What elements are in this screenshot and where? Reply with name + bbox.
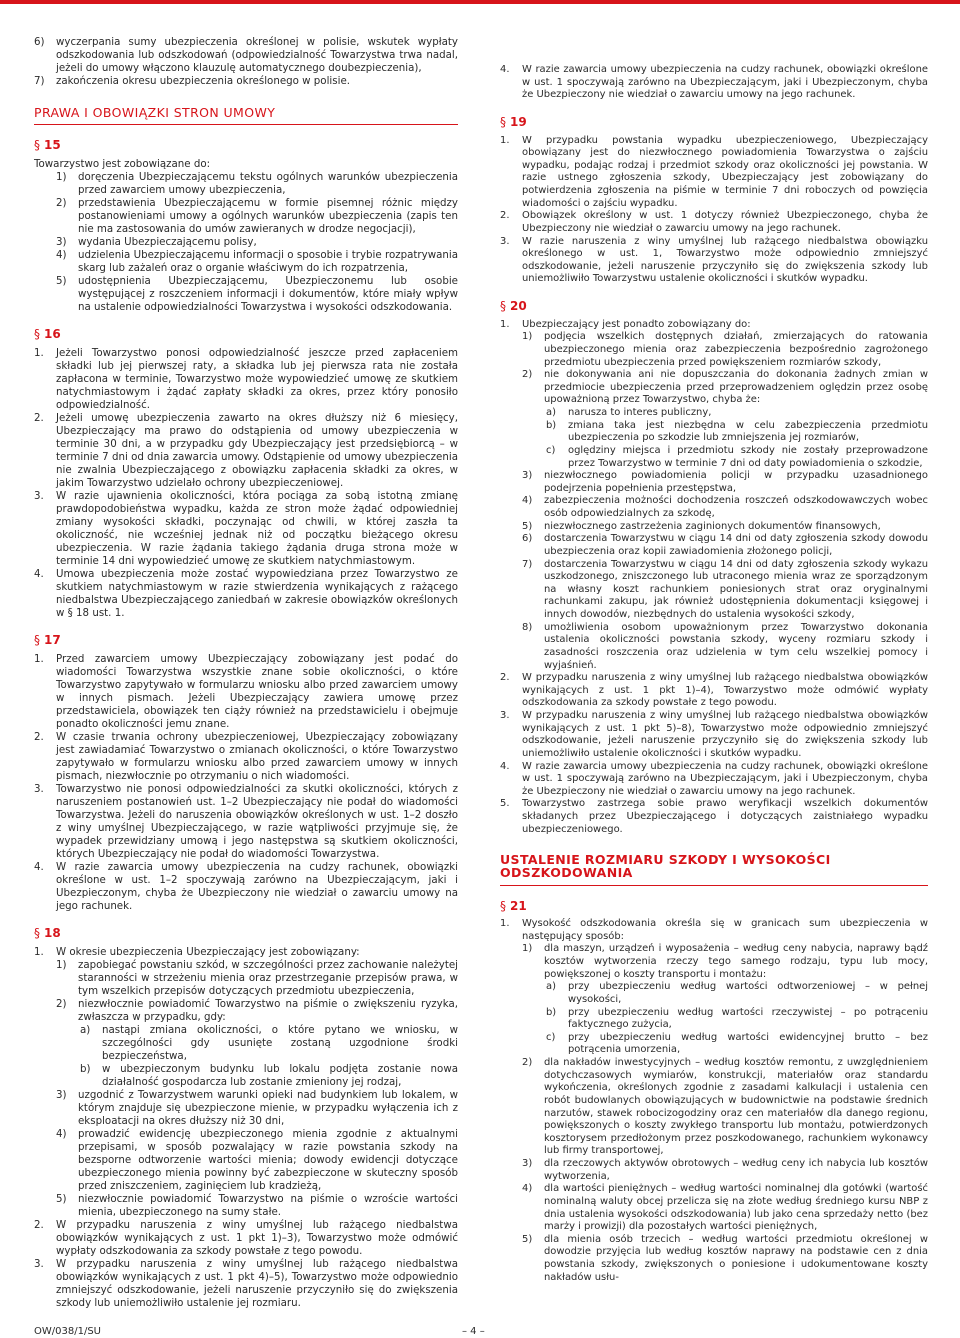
item-number: 3) xyxy=(56,1089,67,1101)
item-text: udostępnienia Ubezpieczającemu, Ubezpieczonemu lub osobie występującej z roszczeniem informacji i dokumentów, które miały wpływ na ustalenie odpowiedzialności Towarzystwa i wysokości odszkodowania. xyxy=(78,275,458,313)
page-number: – 4 – xyxy=(462,1326,485,1337)
item-number: 3. xyxy=(500,235,510,247)
item-number: 4) xyxy=(56,1128,67,1140)
list-item xyxy=(34,1024,458,1063)
item-number: 1. xyxy=(500,918,510,930)
item-number: 2) xyxy=(522,369,533,381)
item-number: 1) xyxy=(522,943,533,955)
list-item xyxy=(500,470,928,495)
item-text: W razie naruszenia z winy umyślnej lub rażącego niedbalstwa obowiązku określonego w ust. 1, Towarzystwo może odpowiednio zmniejszyć odszkodowanie, jeżeli naruszenie przyczyniło się do zwiększenia szkody lub uniemożliwiło Towarzystwu ustalenie okoliczności i skutków wypadku. xyxy=(522,235,928,285)
item-number: 2. xyxy=(34,1219,44,1231)
item-text: Przed zawarciem umowy Ubezpieczający zobowiązany jest podać do wiadomości Towarzystwa wszystkie znane sobie okoliczności, o które Towarzystwo zapytywało w formularzu wniosku albo przed zawarciem umowy w innych pismach. Jeżeli Ubezpieczający zawiera umowę przez przedstawiciela, obowiązek ten ciąży również na przedstawicielu i obejmuje ponadto okoliczności jemu znane. xyxy=(56,653,458,730)
item-text: W przypadku powstania wypadku ubezpieczeniowego, Ubezpieczający obowiązany jest do niezwłocznego powiadomienia Towarzystwa o zajściu wypadku, podając rodzaj i przedmiot szkody oraz okoliczności jej powstania. W razie ustnego zgłoszenia szkody, Ubezpieczający jest zobowiązany do potwierdzenia zgłoszenia na piśmie w terminie 7 dni roboczych od powzięcia wiadomości o zajściu wypadku. xyxy=(522,134,928,209)
paragraph-symbol: § xyxy=(34,138,40,152)
item-number: 5) xyxy=(522,520,533,532)
item-number: 2. xyxy=(34,731,44,743)
list-item xyxy=(34,1193,458,1219)
list-item xyxy=(34,1063,458,1089)
paragraph-number xyxy=(500,900,928,913)
item-text: nie dokonywania ani nie dopuszczania do dokonania żadnych zmian w przedmiocie ubezpieczenia przed przeprowadzeniem oględzin przez osobę upoważnioną przez Towarzystwo, chyba że: xyxy=(544,369,928,406)
list-item xyxy=(500,369,928,407)
list-item xyxy=(34,946,458,959)
list-item xyxy=(34,347,458,412)
list-item xyxy=(34,653,458,731)
list-item xyxy=(500,622,928,673)
item-text: zakończenia okresu ubezpieczenia określonego w polisie. xyxy=(56,75,351,87)
section-title-ustalenie-rozmiaru: USTALENIE ROZMIARU SZKODY I WYSOKOŚCI ODSZKODOWANIA xyxy=(500,854,928,885)
paragraph-symbol: § xyxy=(34,327,40,341)
list-item xyxy=(34,197,458,236)
list-item xyxy=(500,559,928,622)
list-item xyxy=(500,981,928,1006)
list-item xyxy=(500,761,928,799)
item-text: Umowa ubezpieczenia może zostać wypowiedziana przez Towarzystwo ze skutkiem natychmiastowym w razie stwierdzenia wynikających z rażącego niedbalstwa Ubezpieczającego zaniedbań w zakresie obowiązków określonych w § 18 ust. 1. xyxy=(56,568,458,619)
item-number: 2. xyxy=(34,412,44,424)
left-column xyxy=(34,36,458,1310)
item-text: W okresie ubezpieczenia Ubezpieczający jest zobowiązany: xyxy=(56,946,360,958)
item-number: c) xyxy=(546,444,556,456)
item-number: a) xyxy=(546,981,556,993)
list-item xyxy=(34,959,458,998)
item-text: Jeżeli Towarzystwo ponosi odpowiedzialność jeszcze przed zapłaceniem składki lub jej pierwszej raty, a składka lub jej pierwsza rata nie została zapłacona w terminie, Towarzystwo może wypowiedzieć umowę ze skutkiem natychmiastowym i żądać zapłaty składki za okres, przez który ponosiło odpowiedzialność. xyxy=(56,347,458,411)
paragraph-label: 16 xyxy=(44,327,61,341)
item-number: 3. xyxy=(34,490,44,502)
item-number: 2) xyxy=(522,1057,533,1068)
list-item xyxy=(34,75,458,88)
paragraph-symbol: § xyxy=(500,114,506,129)
list-item xyxy=(500,319,928,332)
list-item xyxy=(34,861,458,913)
item-text: Wysokość odszkodowania określa się w granicach sum ubezpieczenia w następujący sposób: xyxy=(522,918,928,942)
item-number: 3. xyxy=(500,710,510,721)
list-item xyxy=(34,412,458,490)
list-item xyxy=(500,445,928,470)
paragraph-number xyxy=(34,328,458,341)
item-text: W przypadku naruszenia z winy umyślnej lub rażącego niedbalstwa obowiązków wynikających z ust. 1 pkt 5)–8), Towarzystwo może odpowiednio zmniejszyć odszkodowanie, jeżeli naruszenie przyczyniło się do zwiększenia szkody lub uniemożliwiło ustalenie okoliczności i skutków wypadku. xyxy=(522,710,928,759)
paragraph-lead: Towarzystwo jest zobowiązane do: xyxy=(34,158,211,170)
list-item xyxy=(34,998,458,1024)
list-item xyxy=(500,407,928,420)
item-number: 1) xyxy=(522,331,533,343)
item-text: uzgodnić z Towarzystwem warunki opieki nad budynkiem lub lokalem, w którym znajduje się ubezpieczone mienie, w przypadku wyłączenia ich z eksploatacji na okres dłuższy niż 30 dni, xyxy=(78,1089,458,1127)
list-item xyxy=(500,1183,928,1234)
item-text: Towarzystwo zastrzega sobie prawo weryfikacji wszelkich dokumentów składanych przez Ubezpieczającego i dotyczących zaistniałego wypadku ubezpieczeniowego. xyxy=(522,798,928,835)
item-number: 4. xyxy=(500,760,510,772)
right-column xyxy=(500,64,928,1284)
list-item xyxy=(34,171,458,197)
item-number: 4. xyxy=(34,568,44,580)
list-item xyxy=(500,135,928,211)
item-number: 4. xyxy=(34,861,44,873)
list-item xyxy=(34,1258,458,1310)
item-number: 6) xyxy=(34,36,45,48)
item-number: b) xyxy=(546,1006,557,1018)
list-item xyxy=(500,210,928,235)
item-number: 7) xyxy=(34,75,45,87)
item-number: 2. xyxy=(500,210,510,222)
paragraph-label: 17 xyxy=(44,633,61,647)
paragraph-symbol: § xyxy=(500,299,506,313)
item-number: 1. xyxy=(500,134,510,146)
paragraph-number xyxy=(500,300,928,313)
paragraph-symbol: § xyxy=(34,926,40,940)
item-number: 4) xyxy=(522,1183,533,1195)
item-text: narusza to interes publiczny, xyxy=(568,407,712,418)
item-text: dla maszyn, urządzeń i wyposażenia – według ceny nabycia, naprawy bądź kosztów wytworzenia rzeczy tego samego rodzaju, typu lub mocy, powiększonej o koszty transportu i montażu: xyxy=(544,943,928,980)
item-number: 5) xyxy=(56,1193,67,1205)
item-text: W razie zawarcia umowy ubezpieczenia na cudzy rachunek, obowiązki określone w ust. 1–2 spoczywają zarówno na Ubezpieczającym, jaki i Ubezpieczonym, chyba że Ubezpieczony nie wiedział o zawarciu umowy na jego rachunek. xyxy=(56,861,458,912)
item-number: a) xyxy=(546,407,556,418)
item-text: niezwłocznie powiadomić Towarzystwo na piśmie o zwiększeniu ryzyka, zwłaszcza w przypadku, gdy: xyxy=(78,998,458,1023)
item-number: 1. xyxy=(34,946,44,958)
list-item xyxy=(34,1219,458,1258)
paragraph-number xyxy=(34,927,458,940)
item-text: Jeżeli umowę ubezpieczenia zawarto na okres dłuższy niż 6 miesięcy, Ubezpieczający ma prawo do odstąpienia od umowy ubezpieczenia w terminie 30 dni, a w przypadku gdy Ubezpieczający jest przedsiębiorcą – w terminie 7 dni od dnia zawarcia umowy. Odstąpienie od umowy ubezpieczenia nie zwalnia Ubezpieczającego z obowiązku zapłacenia składki za okres, w jakim Towarzystwo udzielało ochrony ubezpieczeniowej. xyxy=(56,412,458,489)
item-text: prowadzić ewidencję ubezpieczonego mienia zgodnie z aktualnymi przepisami, w sposób pozwalający w razie powstania szkody na bezsporne odtworzenie wartości mienia; dowody ewidencji dotyczące ubezpieczonego mienia powinny być zabezpieczone w skuteczny sposób przed zniszczeniem, zaginięciem lub kradzieżą, xyxy=(78,1128,458,1192)
item-text: zapobiegać powstaniu szkód, w szczególności przez zachowanie należytej staranności w strzeżeniu mienia oraz przestrzeganie przepisów prawa, w tym wszelkich przepisów dotyczących przedmiotu ubezpieczenia, xyxy=(78,959,458,997)
item-text: dla nakładów inwestycyjnych – według kosztów remontu, z uwzględnieniem dotychczasowych wymiarów, konstrukcji, materiałów oraz standardu wykończenia, określonych zgodnie z zasadami kalkulacji i ustalenia cen robót budowlanych obowiązujących w budownictwie na podstawie średnich narzutów, stawek robocizogodziny oraz cen materiałów dla danego regionu, powiększonych o koszty zwykłego transportu lub montażu, potwierdzonych kosztorysem przedłożonym przez poszkodowanego, rachunkiem wykonawcy lub firmy transportowej, xyxy=(544,1057,928,1157)
item-number: 1. xyxy=(500,318,510,330)
item-text: przy ubezpieczeniu według wartości ewidencyjnej brutto – bez potrącenia umorzenia, xyxy=(568,1031,928,1056)
list-item xyxy=(500,1234,928,1285)
list-item xyxy=(34,490,458,568)
item-number: c) xyxy=(546,1031,556,1043)
item-text: dla mienia osób trzecich – według wartości przedmiotu określonej w dowodzie przyjęcia lub według kosztów naprawy na podstawie cen z dnia powstania szkody, zwiększonych o poniesione i udokumentowane koszty nakładów usłu- xyxy=(544,1233,928,1283)
item-text: w ubezpieczonym budynku lub lokalu podjęta zostanie nowa działalność gospodarcza lub zostanie zmieniony jej rodzaj, xyxy=(102,1063,458,1088)
item-text: Ubezpieczający jest ponadto zobowiązany do: xyxy=(522,318,751,330)
item-text: Towarzystwo nie ponosi odpowiedzialności za skutki okoliczności, których z naruszeniem postanowień ust. 1–2 Ubezpieczający nie podał do wiadomości Towarzystwa. Jeżeli do naruszenia obowiązków określonych w ust. 1–2 doszło z winy umyślnej Ubezpieczającego, w razie wątpliwości przyjmuje się, że wypadek przewidziany umową i jego następstwa są skutkiem okoliczności, których Ubezpieczający nie podał do wiadomości Towarzystwa. xyxy=(56,783,458,860)
item-number: 3. xyxy=(34,1258,44,1270)
item-text: umożliwienia osobom upoważnionym przez Towarzystwo dokonania ustalenia okoliczności powstania szkody, wyceny rozmiaru szkody i zasadności roszczenia oraz udzielenia w tym celu wszelkiej pomocy i wyjaśnień. xyxy=(544,621,928,671)
item-text: W przypadku naruszenia z winy umyślnej lub rażącego niedbalstwa obowiązków wynikających z ust. 1 pkt 4)–5), Towarzystwo może odpowiednio zmniejszyć odszkodowanie, jeżeli naruszenie przyczyniło się do zwiększenia szkody lub uniemożliwiło ustalenie jej rozmiaru. xyxy=(56,1258,458,1309)
paragraph-symbol: § xyxy=(34,633,40,647)
item-number: 4) xyxy=(522,495,533,507)
item-text: dostarczenia Towarzystwu w ciągu 14 dni od daty zgłoszenia szkody wykazu uszkodzonego, zniszczonego lub utraconego mienia wraz ze sporządzonym na własny koszt rachunkiem poniesionych strat oraz oryginalnymi rachunkami zakupu, jak również udostępnienia dokumentacji księgowej i innych dowodów, niezbędnych do ustalenia wysokości szkody, xyxy=(544,558,928,620)
list-item xyxy=(500,521,928,534)
item-text: dla rzeczowych aktywów obrotowych – według ceny ich nabycia lub kosztów wytworzenia, xyxy=(544,1158,928,1182)
item-number: 3) xyxy=(522,1158,533,1169)
list-item xyxy=(34,783,458,861)
item-number: 8) xyxy=(522,621,533,633)
item-text: przy ubezpieczeniu według wartości odtworzeniowej – w pełnej wysokości, xyxy=(568,981,928,1005)
item-text: wydania Ubezpieczającemu polisy, xyxy=(78,236,257,248)
item-text: niezwłocznego powiadomienia policji w przypadku uzasadnionego podejrzenia popełnienia przestępstwa, xyxy=(544,470,928,494)
item-text: W razie ujawnienia okoliczności, która pociąga za sobą istotną zmianę prawdopodobieństwa wypadku, każda ze stron może żądać odpowiedniej zmiany wysokości składki, poczynając od chwili, w której zaszła ta okoliczność, nie wcześniej jednak niż od początku bieżącego okresu ubezpieczenia. W razie żądania takiego żądania druga strona może w terminie 14 dni wypowiedzieć umowę ze skutkiem natychmiastowym. xyxy=(56,490,458,567)
paragraph-label: 18 xyxy=(44,926,61,940)
list-item xyxy=(500,1007,928,1032)
list-item xyxy=(34,1089,458,1128)
paragraph-label: 19 xyxy=(510,114,527,129)
document-code: OW/038/1/SU xyxy=(34,1326,101,1337)
item-text: udzielenia Ubezpieczającemu informacji o sposobie i trybie rozpatrywania skarg lub zażaleń oraz o organie właściwym do ich rozpatrzenia, xyxy=(78,249,458,274)
list-item xyxy=(500,1158,928,1183)
list-item xyxy=(500,236,928,287)
list-item xyxy=(34,275,458,314)
paragraph-label: 20 xyxy=(510,299,527,313)
item-number: 3) xyxy=(56,236,67,248)
paragraph-number xyxy=(500,116,928,129)
list-item xyxy=(500,533,928,558)
item-number: 1) xyxy=(56,959,67,971)
item-text: Obowiązek określony w ust. 1 dotyczy również Ubezpieczonego, chyba że Ubezpieczony nie wiedział o zawarciu umowy na jego rachunek. xyxy=(522,210,928,234)
item-text: zmiana taka jest niezbędna w celu zabezpieczenia przedmiotu ubezpieczenia po szkodzie lub zmniejszenia jej rozmiarów, xyxy=(568,419,928,444)
list-item xyxy=(500,918,928,943)
paragraph-symbol: § xyxy=(500,898,506,913)
item-text: nastąpi zmiana okoliczności, o które pytano we wniosku, w szczególności gdy usunięte zostaną uzgodnione środki bezpieczeństwa, xyxy=(102,1024,458,1062)
item-text: W czasie trwania ochrony ubezpieczeniowej, Ubezpieczający zobowiązany jest zawiadamiać Towarzystwo o zmianach okoliczności, o które Towarzystwo zapytywało w formularzu wniosku albo przed zawarciem umowy w innych pismach, niezwłocznie po otrzymaniu o nich wiadomości. xyxy=(56,731,458,782)
item-number: 4. xyxy=(500,64,510,75)
item-number: 2. xyxy=(500,672,510,684)
top-accent-rule xyxy=(0,0,960,4)
item-number: b) xyxy=(546,419,557,431)
item-number: 3) xyxy=(522,470,533,482)
list-item xyxy=(500,798,928,836)
item-text: W razie zawarcia umowy ubezpieczenia na cudzy rachunek, obowiązki określone w ust. 1 spoczywają zarówno na Ubezpieczającym, jaki i Ubezpieczonym, chyba że Ubezpieczony nie wiedział o zawarciu umowy na jego rachunek. xyxy=(522,760,928,797)
item-text: oględziny miejsca i przedmiotu szkody nie zostały przeprowadzone przez Towarzystwo w terminie 7 dni od daty powiadomienia o szkodzie, xyxy=(568,444,928,469)
list-item xyxy=(500,1057,928,1158)
item-text: W przypadku naruszenia z winy umyślnej lub rażącego niedbalstwa obowiązków wynikających z ust. 1 pkt 1)–4), Towarzystwo może odmówić wypłaty odszkodowania za szkody powstałe z tego powodu. xyxy=(522,672,928,709)
item-number: 1. xyxy=(34,653,44,665)
item-text: podjęcia wszelkich dostępnych działań, zmierzających do ratowania ubezpieczonego mienia oraz zabezpieczenia bezpośrednio zagrożonego przedmiotu ubezpieczenia przed powiększeniem rozmiarów szkody, xyxy=(544,331,928,368)
list-item xyxy=(500,420,928,445)
item-number: 4) xyxy=(56,249,67,261)
list-item xyxy=(34,731,458,783)
item-text: wyczerpania sumy ubezpieczenia określonej w polisie, wskutek wypłaty odszkodowania lub odszkodowań (odpowiedzialność Towarzystwa trwa nadal, jeżeli do umowy włączono klauzulę automatycznego doubezpieczenia), xyxy=(56,36,458,74)
item-number: 6) xyxy=(522,533,533,545)
list-item xyxy=(500,495,928,520)
list-item xyxy=(34,249,458,275)
list-item xyxy=(34,236,458,249)
item-text: dostarczenia Towarzystwu w ciągu 14 dni od daty zgłoszenia szkody dowodu ubezpieczenia oraz kopii zawiadomienia złożonego policji, xyxy=(544,533,928,557)
item-number: 1) xyxy=(56,171,67,183)
item-text: przedstawienia Ubezpieczającemu w formie pisemnej różnic między postanowieniami umowy a ogólnych warunków ubezpieczenia (zapis ten nie ma zastosowania do umów zawieranych w drodze negocjacji), xyxy=(78,197,458,235)
item-number: 5) xyxy=(522,1233,533,1245)
item-number: b) xyxy=(80,1063,91,1075)
item-text: niezwłocznego zastrzeżenia zaginionych dokumentów finansowych, xyxy=(544,520,881,532)
item-text: niezwłocznie powiadomić Towarzystwo na piśmie o wzroście wartości mienia, ubezpieczonego na sumy stałe. xyxy=(78,1193,458,1218)
item-text: zabezpieczenia możności dochodzenia roszczeń odszkodowawczych wobec osób odpowiedzialnych za szkodę, xyxy=(544,495,928,519)
list-item xyxy=(500,943,928,981)
paragraph-label: 15 xyxy=(44,138,61,152)
list-item xyxy=(500,1032,928,1057)
list-item xyxy=(500,64,928,102)
list-item xyxy=(500,710,928,761)
list-item xyxy=(500,331,928,369)
list-item xyxy=(34,36,458,75)
item-text: doręczenia Ubezpieczającemu tekstu ogólnych warunków ubezpieczenia przed zawarciem umowy ubezpieczenia, xyxy=(78,171,458,196)
item-number: 7) xyxy=(522,558,533,570)
paragraph-label: 21 xyxy=(510,898,527,913)
item-number: 2) xyxy=(56,197,67,209)
item-number: 3. xyxy=(34,783,44,795)
item-text: W przypadku naruszenia z winy umyślnej lub rażącego niedbalstwa obowiązków wynikających z ust. 1 pkt 1)–3), Towarzystwo może odmówić wypłaty odszkodowania za szkody powstałe z tego powodu. xyxy=(56,1219,458,1257)
item-number: 2) xyxy=(56,998,67,1010)
item-number: 1. xyxy=(34,347,44,359)
list-item xyxy=(500,672,928,710)
section-title-prawa-obowiazki: PRAWA I OBOWIĄZKI STRON UMOWY xyxy=(34,106,458,125)
item-number: a) xyxy=(80,1024,91,1036)
item-text: W razie zawarcia umowy ubezpieczenia na cudzy rachunek, obowiązki określone w ust. 1 spoczywają zarówno na Ubezpieczającym, jaki i Ubezpieczonym, chyba że Ubezpieczony nie wiedział o zawarciu umowy na jego rachunek. xyxy=(522,64,928,101)
item-number: 5. xyxy=(500,798,510,810)
list-item xyxy=(34,1128,458,1193)
paragraph-number xyxy=(34,634,458,647)
item-text: dla wartości pieniężnych – według wartości nominalnej dla gotówki (wartość nominalną waluty obcej przelicza się na złote według średniego kursu NBP z dnia ustalenia wysokości odszkodowania) lub jako cena sprzedaży netto (bez marży i prowizji) dla pozostałych wartości pieniężnych, xyxy=(544,1183,928,1233)
item-text: przy ubezpieczeniu według wartości rzeczywistej – po potrąceniu faktycznego zużycia, xyxy=(568,1006,928,1031)
list-item xyxy=(34,568,458,620)
paragraph-number xyxy=(34,139,458,152)
item-number: 5) xyxy=(56,275,67,287)
